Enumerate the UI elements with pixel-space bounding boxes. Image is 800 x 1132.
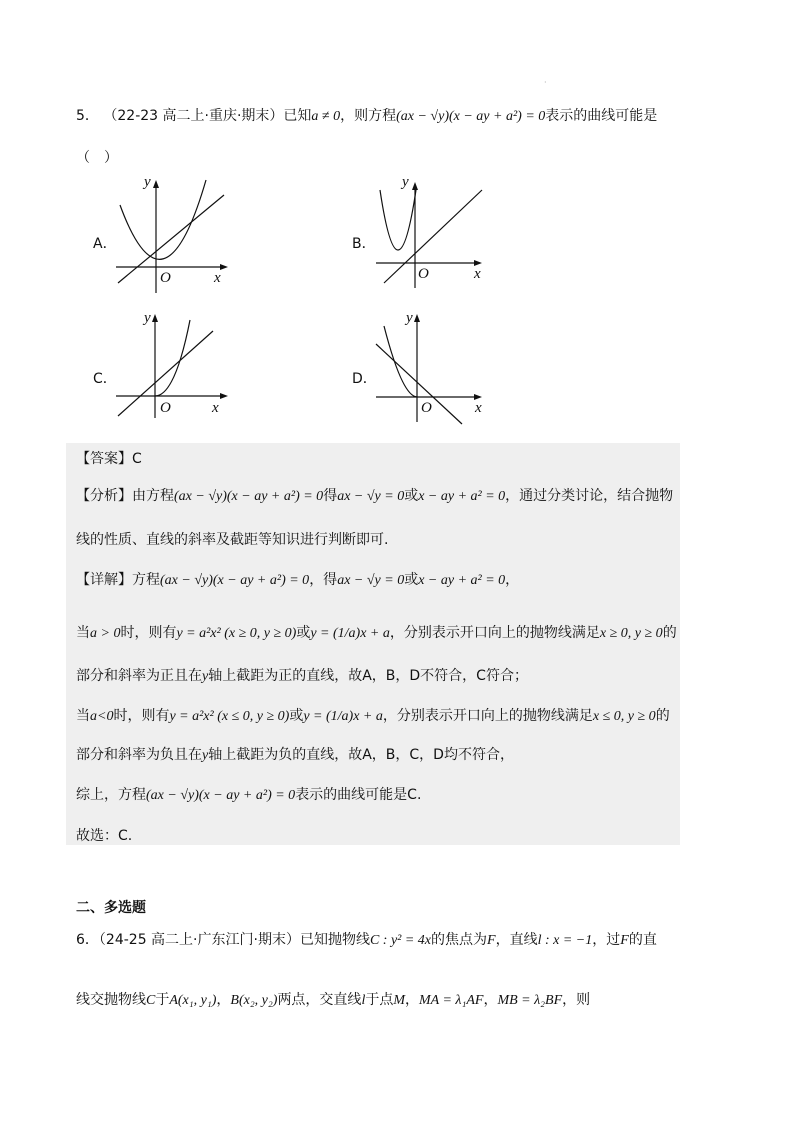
x-axis-label: x: [474, 266, 481, 282]
q6-point-a: A(x₁, y₁): [169, 993, 217, 1008]
origin-label: O: [421, 400, 432, 416]
parabola-curve: [384, 326, 417, 397]
analysis-or: 或: [404, 488, 419, 504]
q6-stem-a: 已知抛物线: [299, 932, 370, 948]
q5-source: （22-23 高二上·重庆·期末）: [103, 108, 284, 124]
case1-line2a: 部分和斜率为正且在: [76, 668, 202, 684]
q6-stem-b: 的焦点为: [431, 932, 488, 948]
q5-bracket: （ ）: [76, 150, 118, 166]
q6-line-1: [76, 930, 657, 951]
q6-vector-2: MB = λ₂BF: [497, 993, 563, 1008]
q6-curve: C: [146, 993, 156, 1008]
q6-focus: F: [487, 933, 496, 948]
y-axis-arrow-icon: [412, 182, 418, 190]
case2-then: 时，则有: [113, 708, 170, 724]
q6-line2-e: ，则: [562, 992, 591, 1008]
x-axis-label: x: [214, 270, 221, 286]
q6-line-2: [76, 990, 590, 1011]
choose-line: 故选：C.: [76, 828, 133, 844]
y-axis-label: y: [144, 310, 151, 326]
option-b-label: B．: [352, 236, 376, 252]
summary-line: [76, 785, 421, 806]
summary-head: 综上，方程: [76, 787, 146, 803]
case1-when: 当: [76, 625, 90, 641]
q6-line2-c: 两点，交直线: [277, 992, 362, 1008]
case2-line2a: 部分和斜率为负且在: [76, 747, 202, 763]
detail-end: ，: [505, 572, 520, 588]
case1-text: ，分别表示开口向上的抛物线满足: [389, 625, 600, 641]
y-axis-label: y: [402, 174, 409, 190]
detail-equation: (ax − √y)(x − ay + a²) = 0: [160, 573, 310, 588]
x-axis-arrow-icon: [220, 264, 228, 270]
q5-stem-b: ，则方程: [340, 108, 397, 124]
q6-comma-1: ，: [216, 992, 231, 1008]
y-axis-arrow-icon: [153, 180, 159, 188]
case2-text: ，分别表示开口向上的抛物线满足: [382, 708, 593, 724]
graph-b: [370, 170, 500, 296]
q6-comma-3: ，: [483, 992, 498, 1008]
y-axis-arrow-icon: [414, 314, 420, 322]
q6-stem-d: ，过: [592, 932, 621, 948]
detail-head: 【详解】方程: [76, 572, 160, 588]
graph-c: [110, 306, 240, 432]
q6-stem-e: 的直: [628, 932, 657, 948]
case1-axis: y: [202, 669, 209, 684]
q6-line2-d: 于点: [365, 992, 394, 1008]
parabola-curve: [155, 320, 190, 396]
graph-a: [110, 170, 240, 296]
q6-line: l : x = −1: [537, 933, 593, 948]
detail-eq2: x − ay + a² = 0: [418, 573, 506, 588]
analysis-line-2: 线的性质、直线的斜率及截距等知识进行判断即可.: [76, 532, 389, 548]
case2-when: 当: [76, 708, 90, 724]
q6-point-b: B(x₂, y₂): [230, 993, 278, 1008]
q6-parabola: C : y² = 4x: [369, 933, 432, 948]
faint-dot: ·: [544, 78, 547, 87]
origin-label: O: [160, 270, 171, 286]
q5-stem-a: 已知: [283, 108, 312, 124]
q6-stem-c: ，直线: [495, 932, 538, 948]
case1-line: [76, 623, 677, 644]
case1-then: 时，则有: [120, 625, 177, 641]
parabola-curve: [380, 190, 416, 250]
summary-tail: 表示的曲线可能是C.: [295, 787, 422, 803]
straight-line: [118, 195, 224, 283]
analysis-eq2: x − ay + a² = 0: [418, 489, 506, 504]
q5-stem-c: 表示的曲线可能是: [545, 108, 658, 124]
q5-equation: (ax − √y)(x − ay + a²) = 0: [396, 109, 546, 124]
analysis-equation: (ax − √y)(x − ay + a²) = 0: [174, 489, 324, 504]
case2-axis: y: [202, 748, 209, 763]
case2-eq1: y = a²x² (x ≤ 0, y ≥ 0): [169, 709, 290, 724]
case1-range: x ≥ 0, y ≥ 0: [599, 626, 663, 641]
case2-de: 的: [655, 708, 670, 724]
case2-range: x ≤ 0, y ≥ 0: [592, 709, 656, 724]
case2-condition: a<0: [90, 709, 114, 724]
case2-line-2: [76, 745, 514, 766]
case2-eq2: y = (1/a)x + a: [303, 709, 383, 724]
q6-comma-2: ，: [405, 992, 419, 1008]
analysis-eq1: ax − √y = 0: [337, 489, 405, 504]
case1-condition: a > 0: [90, 626, 121, 641]
case1-eq1: y = a²x² (x ≥ 0, y ≥ 0): [176, 626, 297, 641]
analysis-get: 得: [323, 488, 338, 504]
y-axis-label: y: [406, 310, 413, 326]
analysis-tail: ，通过分类讨论，结合抛物: [505, 488, 674, 504]
option-c-label: C．: [93, 371, 117, 387]
straight-line: [376, 344, 462, 424]
case1-de: 的: [662, 625, 677, 641]
graph-d: [370, 306, 500, 432]
y-axis-arrow-icon: [152, 314, 158, 322]
detail-or: 或: [404, 572, 419, 588]
answer-line: 【答案】C: [76, 451, 142, 467]
q6-line2-a: 线交抛物线: [76, 992, 146, 1008]
option-a-label: A．: [93, 236, 117, 252]
q6-focus-2: F: [620, 933, 629, 948]
section-title: 二、多选题: [76, 900, 146, 916]
case1-line-2: [76, 666, 528, 687]
q6-number: 6．: [76, 932, 99, 948]
case1-line2b: 轴上截距为正的直线，故A，B，D不符合，C符合；: [208, 668, 528, 684]
detail-get: ，得: [309, 572, 338, 588]
case2-line: [76, 706, 670, 727]
x-axis-arrow-icon: [220, 393, 228, 399]
q5-condition: a ≠ 0: [311, 109, 341, 124]
q5-stem: [76, 106, 657, 127]
summary-equation: (ax − √y)(x − ay + a²) = 0: [146, 788, 296, 803]
x-axis-label: x: [475, 400, 482, 416]
q6-line-l: l: [361, 993, 366, 1008]
detail-line: [76, 570, 519, 591]
x-axis-label: x: [212, 400, 219, 416]
straight-line: [384, 190, 482, 283]
q6-point-m: M: [393, 993, 405, 1008]
detail-eq1: ax − √y = 0: [337, 573, 405, 588]
q5-number: 5．: [76, 108, 99, 124]
analysis-line: [76, 486, 673, 507]
q6-line2-b: 于: [155, 992, 170, 1008]
origin-label: O: [418, 266, 429, 282]
y-axis-label: y: [144, 174, 151, 190]
q6-source: （24-25 高二上·广东江门·期末）: [98, 932, 300, 948]
case2-or: 或: [289, 708, 304, 724]
case2-line2b: 轴上截距为负的直线，故A，B，C，D均不符合，: [208, 747, 514, 763]
q6-vector-1: MA = λ₁AF: [419, 993, 484, 1008]
analysis-head: 【分析】由方程: [76, 488, 174, 504]
case1-eq2: y = (1/a)x + a: [310, 626, 390, 641]
parabola-curve: [120, 180, 206, 259]
option-d-label: D．: [352, 371, 377, 387]
case1-or: 或: [296, 625, 311, 641]
origin-label: O: [160, 400, 171, 416]
